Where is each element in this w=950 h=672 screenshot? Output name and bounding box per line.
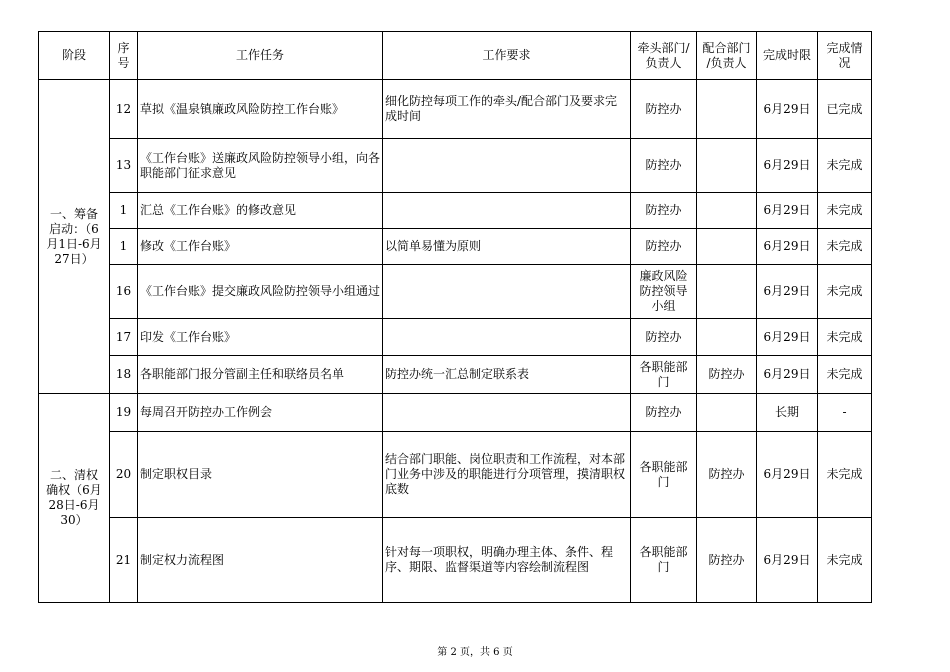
row-status: 未完成: [818, 229, 872, 265]
row-task: 印发《工作台账》: [138, 319, 383, 356]
row-number: 20: [110, 432, 138, 518]
row-status: 未完成: [818, 265, 872, 319]
table-row: [39, 432, 872, 518]
header-coop-dept: 配合部门 /负责人: [697, 32, 757, 80]
row-lead-dept: 防控办: [631, 319, 697, 356]
row-requirement: [383, 139, 631, 193]
row-deadline: 6月29日: [757, 80, 818, 139]
table-row: [39, 518, 872, 603]
row-requirement: 防控办统一汇总制定联系表: [383, 356, 631, 394]
table-row: [39, 229, 872, 265]
header-requirement: 工作要求: [383, 32, 631, 80]
row-task: 每周召开防控办工作例会: [138, 394, 383, 432]
row-number: 17: [110, 319, 138, 356]
row-requirement: 以简单易懂为原则: [383, 229, 631, 265]
row-status: 未完成: [818, 139, 872, 193]
row-task: 《工作台账》送廉政风险防控领导小组，向各职能部门征求意见: [138, 139, 383, 193]
table-row: [39, 265, 872, 319]
row-status: 已完成: [818, 80, 872, 139]
stage-label: 一、筹备 启动：（6 月1日-6月 27日）: [46, 206, 102, 266]
row-requirement: [383, 265, 631, 319]
row-deadline: 6月29日: [757, 265, 818, 319]
row-coop-dept: [697, 229, 757, 265]
row-coop-dept: [697, 265, 757, 319]
row-requirement: 针对每一项职权，明确办理主体、条件、程序、期限、监督渠道等内容绘制流程图: [383, 518, 631, 603]
row-requirement: [383, 193, 631, 229]
row-number: 21: [110, 518, 138, 603]
table-row: [39, 356, 872, 394]
row-coop-dept: [697, 80, 757, 139]
row-lead-dept: 防控办: [631, 80, 697, 139]
row-coop-dept: [697, 319, 757, 356]
stage-cell-1: [39, 80, 110, 394]
row-number: 16: [110, 265, 138, 319]
row-task: 草拟《温泉镇廉政风险防控工作台账》: [138, 80, 383, 139]
row-status: 未完成: [818, 356, 872, 394]
row-lead-dept: 各职能部 门: [631, 432, 697, 518]
row-task: 各职能部门报分管副主任和联络员名单: [138, 356, 383, 394]
row-number: 13: [110, 139, 138, 193]
row-deadline: 6月29日: [757, 432, 818, 518]
row-deadline: 6月29日: [757, 193, 818, 229]
work-table: [38, 31, 872, 603]
row-number: 18: [110, 356, 138, 394]
row-coop-dept: 防控办: [697, 518, 757, 603]
row-status: 未完成: [818, 319, 872, 356]
row-status: 未完成: [818, 193, 872, 229]
row-coop-dept: [697, 394, 757, 432]
header-number: 序号: [110, 32, 138, 80]
row-coop-dept: 防控办: [697, 356, 757, 394]
row-requirement: [383, 394, 631, 432]
row-coop-dept: [697, 193, 757, 229]
row-deadline: 6月29日: [757, 518, 818, 603]
row-status: -: [818, 394, 872, 432]
page-footer: 第 2 页，共 6 页: [437, 647, 513, 658]
row-number: 12: [110, 80, 138, 139]
header-deadline: 完成时限: [757, 32, 818, 80]
table-row: [39, 394, 872, 432]
row-lead-dept: 防控办: [631, 229, 697, 265]
header-row: [39, 32, 872, 80]
row-status: 未完成: [818, 432, 872, 518]
row-number: 1: [110, 229, 138, 265]
row-task: 汇总《工作台账》的修改意见: [138, 193, 383, 229]
row-task: 制定权力流程图: [138, 518, 383, 603]
row-lead-dept: 防控办: [631, 394, 697, 432]
row-lead-dept: 各职能部 门: [631, 518, 697, 603]
row-number: 1: [110, 193, 138, 229]
row-requirement: [383, 319, 631, 356]
row-deadline: 6月29日: [757, 229, 818, 265]
table-row: [39, 319, 872, 356]
row-number: 19: [110, 394, 138, 432]
table-row: [39, 139, 872, 193]
row-lead-dept: 防控办: [631, 139, 697, 193]
row-requirement: 细化防控每项工作的牵头/配合部门及要求完成时间: [383, 80, 631, 139]
row-task: 修改《工作台账》: [138, 229, 383, 265]
row-deadline: 6月29日: [757, 356, 818, 394]
header-stage: 阶段: [39, 32, 110, 80]
row-deadline: 6月29日: [757, 139, 818, 193]
row-coop-dept: [697, 139, 757, 193]
header-lead-dept: 牵头部门/ 负责人: [631, 32, 697, 80]
header-task: 工作任务: [138, 32, 383, 80]
row-deadline: 长期: [757, 394, 818, 432]
row-requirement: 结合部门职能、岗位职责和工作流程，对本部门业务中涉及的职能进行分项管理，摸清职权底数: [383, 432, 631, 518]
stage-cell-2: [39, 394, 110, 603]
row-status: 未完成: [818, 518, 872, 603]
stage-label: 二、清权 确权（6月 28日-6月 30）: [46, 468, 102, 527]
table-row: [39, 80, 872, 139]
row-lead-dept: 防控办: [631, 193, 697, 229]
table-row: [39, 193, 872, 229]
row-deadline: 6月29日: [757, 319, 818, 356]
row-task: 制定职权目录: [138, 432, 383, 518]
row-lead-dept: 各职能部 门: [631, 356, 697, 394]
row-coop-dept: 防控办: [697, 432, 757, 518]
row-task: 《工作台账》提交廉政风险防控领导小组通过: [138, 265, 383, 319]
header-status: 完成情 况: [818, 32, 872, 80]
row-lead-dept: 廉政风险 防控领导 小组: [631, 265, 697, 319]
